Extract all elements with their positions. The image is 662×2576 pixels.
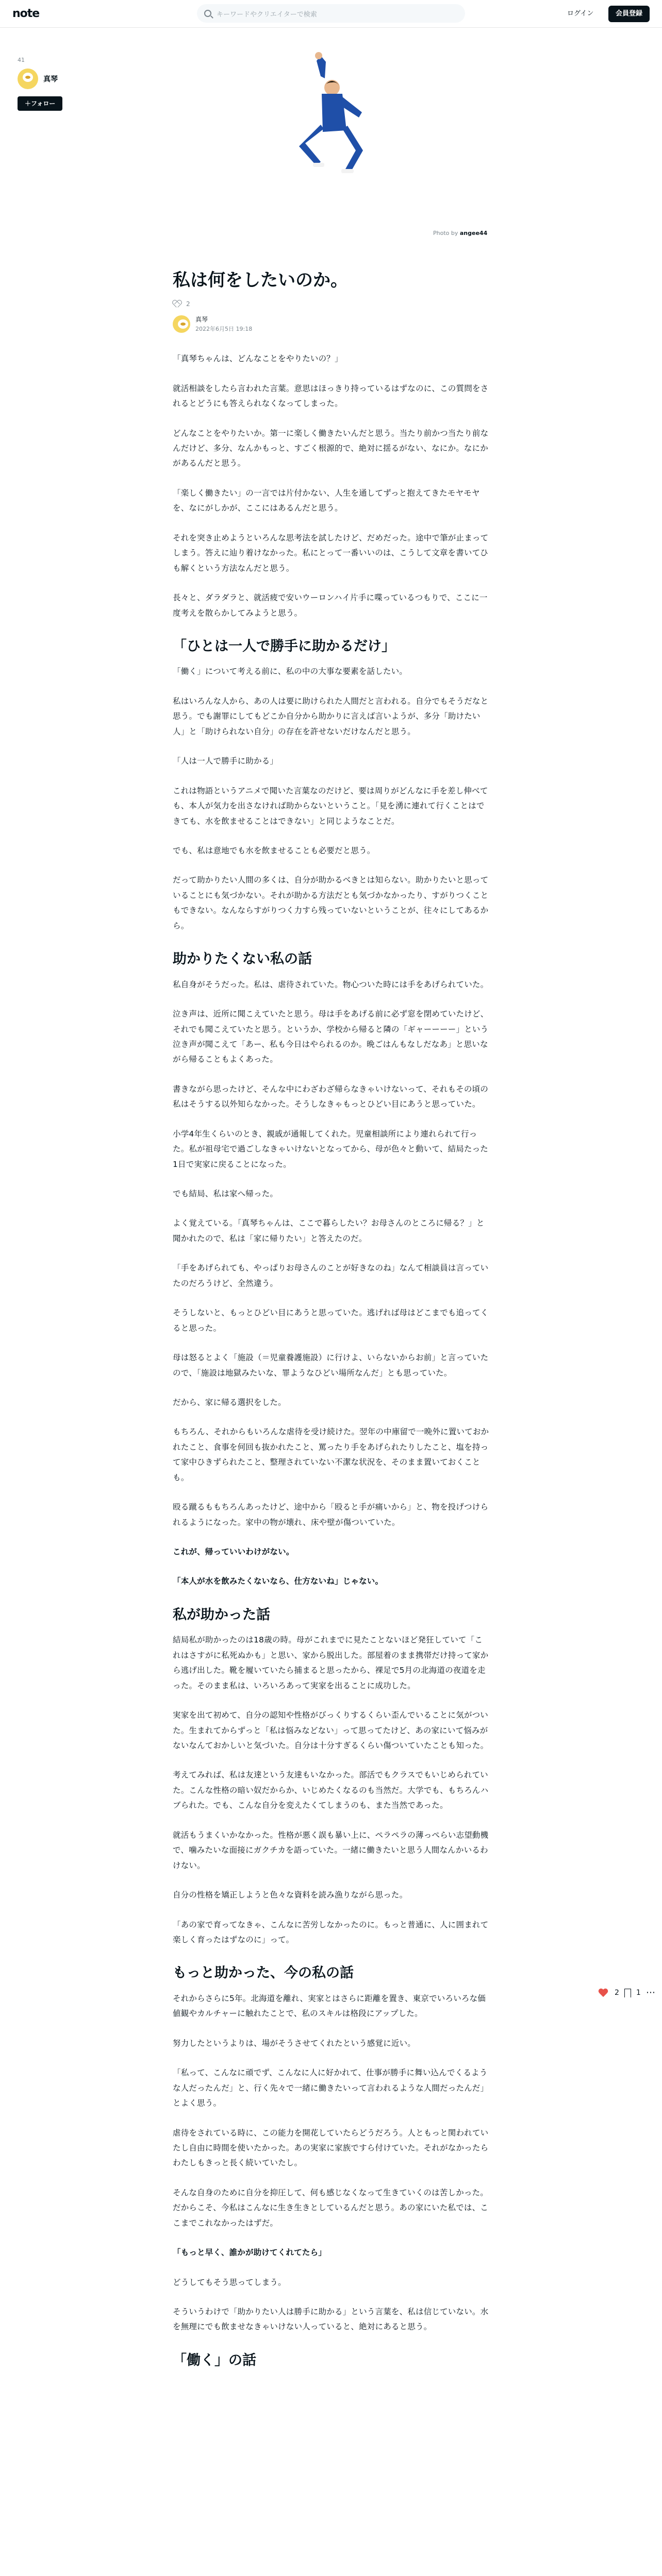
paragraph: 「あの家で育ってなきゃ、こんなに苦労しなかったのに。もっと普通に、人に囲まれて楽しく育ったはずなのに」って。 [173, 1920, 489, 1944]
paragraph: 努力したというよりは、場がそうさせてくれたという感覚に近い。 [173, 2038, 416, 2048]
paragraph: 小学4年生くらいのとき、親戚が通報してくれた。児童相談所により連れられて行った。私が祖母宅で過ごしなきゃいけないとなってから、母が色々と動いて、結局たった1日で実家に戻ることになった。 [173, 1129, 488, 1169]
paragraph: そういうわけで「助かりたい人は勝手に助かる」という言葉を、私は信じていない。水を無理にでも飲ませなきゃいけない人っていると、絶対にあると思う。 [173, 2307, 489, 2332]
paragraph: でも、私は意地でも水を飲ませることも必要だと思う。 [173, 845, 375, 855]
note-logo[interactable]: note [12, 7, 40, 20]
paragraph: でも結局、私は家へ帰った。 [173, 1189, 278, 1199]
photo-credit-prefix: Photo by [433, 230, 458, 236]
login-link[interactable]: ログイン [567, 10, 594, 18]
section-heading: 「ひとは一人で勝手に助かるだけ」 [173, 638, 395, 654]
creator-count: 41 [18, 57, 25, 63]
paragraph: 「人は一人で勝手に助かる」 [173, 756, 278, 766]
paragraph: だから、家に帰る選択をした。 [173, 1397, 286, 1407]
paragraph: 考えてみれば、私は友達という友達もいなかった。部活でもクラスでもいじめられていた。こんな性格の暗い奴だからか、いじめたくなるのも当然だ。大学でも、もちろんハブられた。でも、こんな自分を変えたくてしまうのも、また当然であった。 [173, 1770, 489, 1810]
paragraph: 「私って、こんなに頑でず、こんなに人に好かれて、仕事が勝手に舞い込んでくるような人だったんだ」と、行く先々で一緒に働きたいって言われるような人間だったんだ」とよく思う。 [173, 2068, 489, 2108]
paragraph: 自分の性格を矯正しようと色々な資料を読み漁りながら思った。 [173, 1890, 408, 1900]
paragraph: 殴る蹴るももちろんあったけど、途中から「殴ると手が痛いから」と、物を投げつけられるようになった。家中の物が壊れ、床や壁が傷ついていた。 [173, 1502, 489, 1527]
author-avatar[interactable] [173, 315, 190, 333]
paragraph: 長々と、ダラダラと、就活疲で安いウーロンハイ片手に喋っているつもりで、ここに一度考えを散らかしてみようと思う。 [173, 593, 488, 618]
paragraph: そうしないと、もっとひどい目にあうと思っていた。逃げれば母はどこまでも追ってくると思った。 [173, 1308, 489, 1333]
paragraph: 泣き声は、近所に聞こえていたと思う。母は手をあげる前に必ず窓を閉めていたけど、それでも聞こえていたと思う。というか、学校から帰ると隣の「ギャーーーー」という泣き声が聞こえて「あー、私も今日はやられるのか。晩ごはんもなしだなあ」と思いながら帰ることもよくあった。 [173, 1009, 489, 1064]
section-heading: 「働く」の話 [173, 2352, 256, 2368]
hero-illustration [151, 40, 511, 231]
signup-button[interactable]: 会員登録 [608, 6, 650, 22]
paragraph: それからさらに5年。北海道を離れ、実家とはさらに距離を置き、東京でいろいろな価値観やカルチャーに触れたことで、私のスキルは格段にアップした。 [173, 1993, 486, 2019]
paragraph: 母は怒るとよく「施設（＝児童養護施設）に行けよ、いらないからお前」と言っていたので、「施設は地獄みたいな、罪ようなひどい場所なんだ」とも思っていた。 [173, 1353, 489, 1378]
author-row [173, 315, 489, 333]
paragraph: どんなことをやりたいか。第一に楽しく働きたいんだと思う。当たり前かつ当たり前なんだけど、多分、なんかもっと、すごく根源的で、絶対に揺るがない、なにか。なにかがあるんだと思う。 [173, 428, 489, 468]
follow-label: フォロー [31, 100, 56, 107]
bold-paragraph: 「もっと早く、誰かが助けてくれてたら」 [173, 2248, 326, 2258]
paragraph: 私自身がそうだった。私は、虐待されていた。物心ついた時には手をあげられていた。 [173, 979, 489, 989]
article-body [173, 351, 489, 2371]
paragraph: そんな自身のために自分を抑圧して、何も感じなくなって生きていくのは苦しかった。だからこそ、今私はこんなに生き生きとしているんだと思う。あの家にいた私では、ここまでこれなかったはずだ。 [173, 2188, 488, 2228]
creator-avatar[interactable] [18, 69, 38, 89]
comment-icon[interactable] [624, 1989, 631, 1997]
like-heart-icon[interactable] [598, 1988, 609, 1998]
search-icon [204, 10, 211, 17]
photo-credit [433, 230, 487, 236]
heart-icon[interactable] [173, 300, 181, 308]
section-heading: 助かりたくない私の話 [173, 951, 312, 968]
floating-comment-count: 1 [636, 1989, 641, 1997]
paragraph: 虐待をされている時に、この能力を開花していたらどうだろう。人ともっと関われていたし自由に時間を使いたかった。あの実家に家族ですら付けていた。それがなかったらわたしもきっと長く続いていたし。 [173, 2128, 489, 2168]
article-title: 私は何をしたいのか。 [173, 270, 348, 291]
like-count: 2 [186, 300, 190, 308]
like-line [173, 300, 489, 308]
bold-paragraph: これが、帰っていいわけがない。 [173, 1547, 294, 1557]
paragraph: だって助かりたい人間の多くは、自分が助かるべきとは知らない。助かりたいと思っていることにも気づかない。それが助かる方法だとも気づかなかったり、すがりつくこともできない。なんならすがりつく力すら残っていないということが、往々にしてあるから。 [173, 875, 489, 930]
paragraph: よく覚えている。「真琴ちゃんは、ここで暮らしたい？お母さんのところに帰る？」と聞かれたので、私は「家に帰りたい」と答えたのだ。 [173, 1218, 485, 1243]
section-heading: もっと助かった、今の私の話 [173, 1965, 354, 1981]
paragraph: どうしてもそう思ってしまう。 [173, 2277, 286, 2287]
paragraph: 実家を出て初めて、自分の認知や性格がびっくりするくらい歪んでいることに気がついた。生まれてからずっと「私は悩みなどない」って思ってたけど、あの家にいて悩みがないなんておかしいと気づいた。自分は十分すぎるくらい傷ついていたことも知った。 [173, 1710, 489, 1751]
paragraph: 就活もうまくいかなかった。性格が悪く誤も暴い上に、ペラペラの薄っぺらい志望動機で、噛みたいな面接にガクチカを語っていた。一緒に働きたいと思う人間なんかいるわけない。 [173, 1830, 489, 1870]
creator-card [18, 57, 110, 111]
search-placeholder: キーワードやクリエイターで検索 [217, 10, 317, 19]
paragraph: 私はいろんな人から、あの人は要に助けられた人間だと言われる。自分でもそうだなと思う。でも謝罪にしてもどこか自分から助かりに言えば言いようが、多分「助けたい人」と「助けられない自分」の存在を許せないだけなんだと思う。 [173, 696, 489, 736]
follow-button[interactable] [18, 96, 62, 111]
paragraph: 結局私が助かったのは18歳の時。母がこれまでに見たことないほど発狂していて「これはさすがに私死ぬかも」と思い、家から脱出した。部屋着のまま携帯だけ持って家から逃げ出した。靴を履いていたら捕まると思ったから、裸足で5月の北海道の夜道を走った。そのまま私は、いろいろあって実家を出ることに成功した。 [173, 1635, 489, 1690]
search-box[interactable] [197, 4, 465, 23]
paragraph: 書きながら思ったけど、そんな中にわざわざ帰らなきゃいけないって、それもその頃の私はそうする以外知らなかった。そうしなきゃもっとひどい目にあうと思っていた。 [173, 1084, 488, 1109]
author-name[interactable]: 真琴 [195, 316, 208, 324]
article [173, 268, 489, 2378]
bold-paragraph: 「本人が水を飲みたくないなら、仕方ないね」じゃない。 [173, 1577, 384, 1586]
creator-name[interactable]: 真琴 [43, 75, 58, 83]
paragraph: これは物語というアニメで聞いた言葉なのだけど、要は周りがどんなに手を差し伸べても、本人が気力を出さなければ助からないということ。「見を湧に連れて行くことはできても、水を飲ませることはできない」と同じようなことだ。 [173, 786, 488, 826]
section-heading: 私が助かった話 [173, 1606, 270, 1623]
paragraph: 「手をあげられても、やっぱりお母さんのことが好きなのね」なんて相談員は言っていたのだろうけど、全然違う。 [173, 1263, 489, 1288]
paragraph: もちろん、それからもいろんな虐待を受け続けた。翌年の中庫留で一晩外に置いておかれたこと、食事を何回も抜かれたこと、罵ったり手をあげられたりしたこと、塩を持って家中ひきずられたこと、整理されていない不潔な状況を、そのまま置いておくことも。 [173, 1427, 489, 1482]
top-navbar [0, 0, 662, 28]
follow-plus-icon: ＋ [25, 100, 31, 107]
jumping-person-figure [299, 52, 363, 173]
paragraph: 就活相談をしたら言われた言葉。意思はほっきり持っているはずなのに、この質問をされるとどうにも答えられなくなってしまった。 [173, 383, 489, 409]
paragraph: 「楽しく働きたい」の一言では片付かない、人生を通してずっと抱えてきたモヤモヤを、なにがしかが、ここにはあるんだと思う。 [173, 488, 480, 513]
photo-credit-name[interactable]: angee44 [459, 230, 488, 236]
floating-like-count: 2 [615, 1989, 619, 1997]
paragraph: 「真琴ちゃんは、どんなことをやりたいの？」 [173, 354, 343, 364]
more-icon[interactable]: ⋯ [646, 1987, 656, 1998]
paragraph: 「働く」について考える前に、私の中の大事な要素を話したい。 [173, 667, 407, 676]
floating-actions [598, 1988, 656, 1998]
paragraph: それを突き止めようといろんな思考法を試したけど、だめだった。途中で筆が止まってしまう。答えに辿り着けなかった。私にとって一番いいのは、こうして文章を書いてひも解くという方法なんだと思う。 [173, 533, 489, 573]
post-date: 2022年6月5日 19:18 [195, 326, 253, 333]
